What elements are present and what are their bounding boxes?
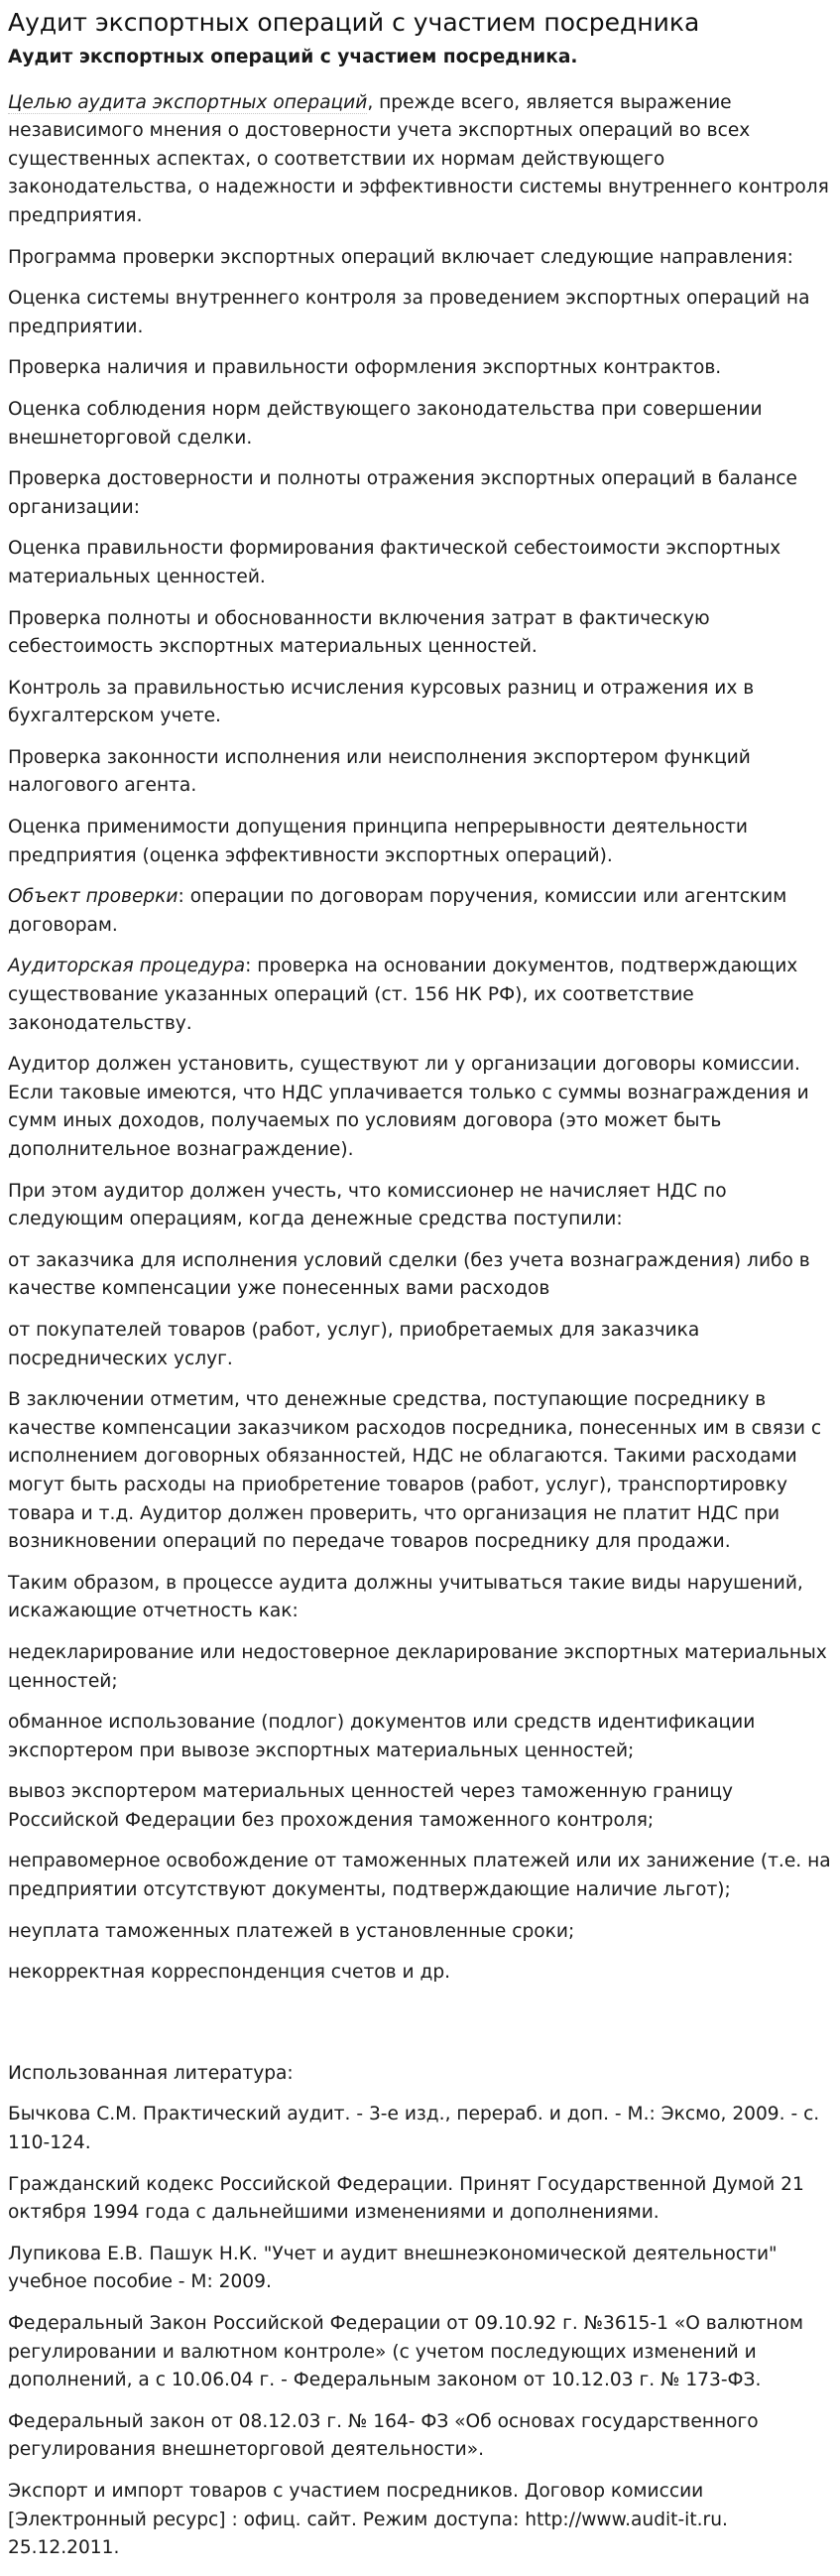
goal-term: Целью аудита экспортных операций — [8, 91, 368, 113]
violation-item-4: неправомерное освобождение от таможенных платежей или их занижение (т.е. на предприятии отсутствуют документы, подтверждающие наличие льгот); — [8, 1851, 831, 1901]
program-item-6: Проверка полноты и обоснованности включения затрат в фактическую себестоимость экспортных материальных ценностей. — [8, 607, 710, 658]
auditor-paragraph: Аудитор должен установить, существуют ли у организации договоры комиссии. Если таковые имеются, что НДС уплачивается только с суммы вознаграждения и сумм иных доходов, получаемых по условиям договора (это может быть дополнительное вознаграждение). — [8, 1054, 809, 1160]
violation-item-6: некорректная корреспонденция счетов и др. — [8, 1962, 451, 1984]
program-item-4: Проверка достоверности и полноты отражения экспортных операций в балансе организации: — [8, 468, 797, 518]
literature-item-4: Федеральный Закон Российской Федерации от 09.10.92 г. №3615-1 «О валютном регулировании и валютном контроле» (с учетом последующих изменений и дополнений, а с 10.06.04 г. - Федеральным законом от 10.12.03 г. № 173-ФЗ. — [8, 2313, 804, 2391]
vat-intro: При этом аудитор должен учесть, что комиссионер не начисляет НДС по следующим операциям, когда денежные средства поступили: — [8, 1180, 727, 1230]
program-item-9: Оценка применимости допущения принципа непрерывности деятельности предприятия (оценка эффективности экспортных операций). — [8, 817, 748, 866]
page-title: Аудит экспортных операций с участием посредника — [8, 8, 700, 37]
literature-item-2: Гражданский кодекс Российской Федерации. Принят Государственной Думой 21 октября 1994 года с дальнейшими изменениями и дополнениями. — [8, 2173, 804, 2224]
object-paragraph — [8, 883, 832, 940]
program-item-5: Оценка правильности формирования фактической себестоимости экспортных материальных ценностей. — [8, 538, 781, 587]
violation-item-2: обманное использование (подлог) документов или средств идентификации экспортером при вывозе экспортных материальных ценностей; — [8, 1712, 756, 1761]
program-item-1: Оценка системы внутреннего контроля за проведением экспортных операций на предприятии. — [8, 288, 810, 337]
procedure-paragraph — [8, 953, 832, 1038]
program-intro: Программа проверки экспортных операций включает следующие направления: — [8, 246, 793, 268]
program-item-3: Оценка соблюдения норм действующего законодательства при совершении внешнеторговой сделки. — [8, 398, 763, 449]
conclusion-paragraph: В заключении отметим, что денежные средства, поступающие посреднику в качестве компенсации заказчиком расходов посредника, понесенных им в связи с исполнением договорных обязанностей, НДС не облагаются. Такими расходами могут быть расходы на приобретение товаров (работ, услуг), транспортировку товара и т.д. Аудитор должен проверить, что организация не платит НДС при возникновении операций по передаче товаров посреднику для продажи. — [8, 1389, 822, 1553]
goal-paragraph — [8, 89, 832, 231]
violation-item-1: недекларирование или недостоверное декларирование экспортных материальных ценностей; — [8, 1641, 827, 1692]
vat-item-2: от покупателей товаров (работ, услуг), приобретаемых для заказчика посреднических услуг. — [8, 1319, 700, 1369]
violation-item-3: вывоз экспортером материальных ценностей через таможенную границу Российской Федерации без прохождения таможенного контроля; — [8, 1781, 734, 1831]
section-spacer — [8, 2000, 832, 2060]
vat-item-1: от заказчика для исполнения условий сделки (без учета вознаграждения) либо в качестве компенсации уже понесенных вами расходов — [8, 1249, 810, 1300]
literature-item-6: Экспорт и импорт товаров с участием посредников. Договор комиссии [Электронный ресурс] : офиц. сайт. Режим доступа: http://www.audit-it.ru. 25.12.2011. — [8, 2480, 728, 2559]
program-item-2: Проверка наличия и правильности оформления экспортных контрактов. — [8, 357, 722, 379]
violation-item-5: неуплата таможенных платежей в установленные сроки; — [8, 1920, 575, 1942]
object-text: : операции по договорам поручения, комиссии или агентским договорам. — [8, 886, 787, 936]
program-item-7: Контроль за правильностью исчисления курсовых разниц и отражения их в бухгалтерском учете. — [8, 677, 755, 727]
object-term: Объект проверки — [8, 886, 179, 908]
literature-item-1: Бычкова С.М. Практический аудит. - 3-е изд., перераб. и доп. - М.: Эксмо, 2009. - с. 110-124. — [8, 2104, 820, 2154]
program-item-8: Проверка законности исполнения или неисполнения экспортером функций налогового агента. — [8, 746, 751, 797]
procedure-text: : проверка на основании документов, подтверждающих существование указанных операций (ст. 156 НК РФ), их соответствие законодательству. — [8, 956, 798, 1034]
literature-item-5: Федеральный закон от 08.12.03 г. № 164- ФЗ «Об основах государственного регулирования внешнеторговой деятельности». — [8, 2410, 759, 2461]
literature-heading: Использованная литература: — [8, 2062, 294, 2084]
violations-intro: Таким образом, в процессе аудита должны учитываться такие виды нарушений, искажающие отчетность как: — [8, 1572, 803, 1622]
goal-text: , прежде всего, является выражение независимого мнения о достоверности учета экспортных операций во всех существенных аспектах, о соответствии их нормам действующего законодательства, о надежности и эффективности системы внутреннего контроля предприятия. — [8, 91, 829, 226]
document-subtitle: Аудит экспортных операций с участием посредника. — [8, 47, 578, 67]
literature-item-3: Лупикова Е.В. Пашук Н.К. "Учет и аудит внешнеэкономической деятельности" учебное пособие - М: 2009. — [8, 2243, 778, 2293]
procedure-term: Аудиторская процедура — [8, 956, 246, 977]
